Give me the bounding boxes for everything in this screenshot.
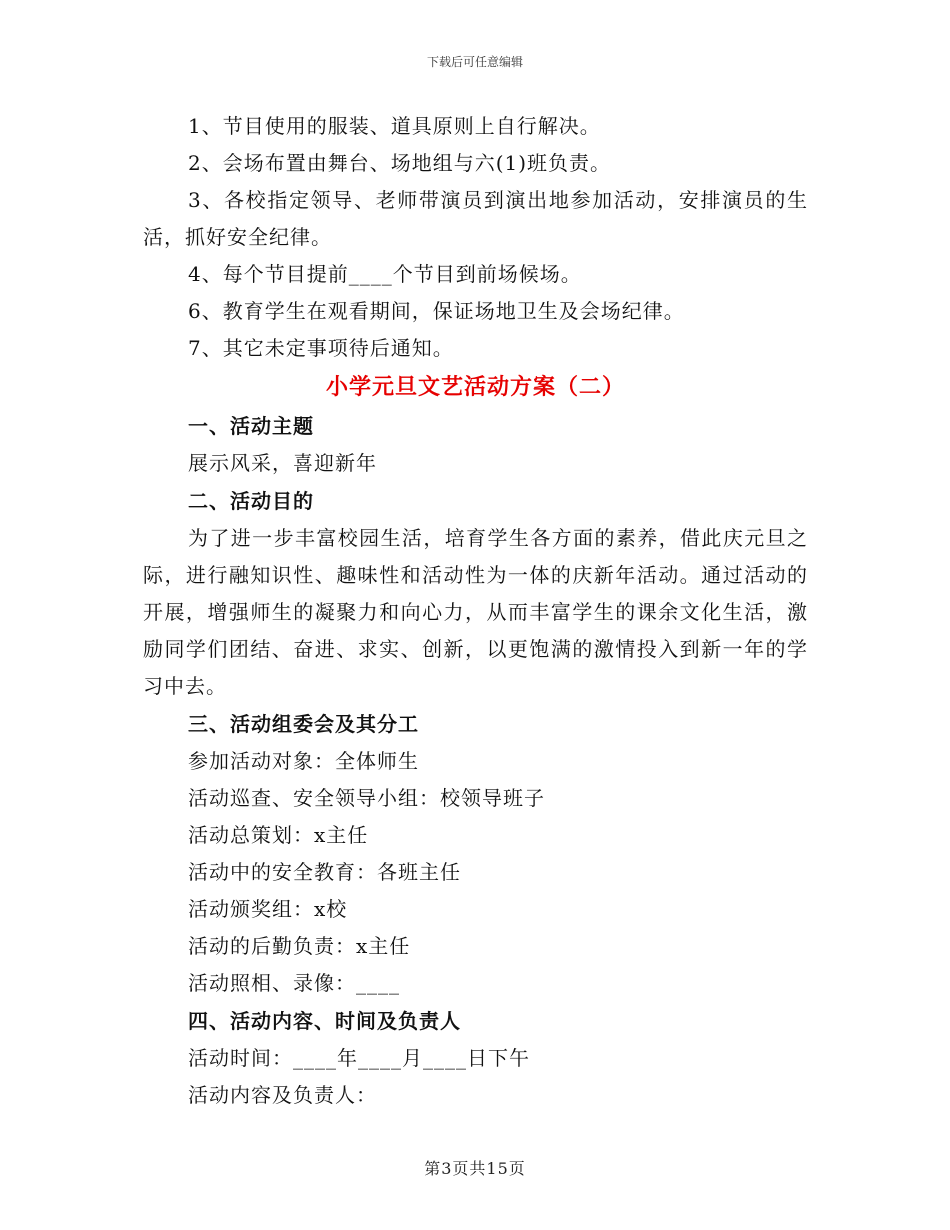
note-item-3: 3、各校指定领导、老师带演员到演出地参加活动，安排演员的生活，抓好安全纪律。 bbox=[143, 188, 808, 249]
section-text-purpose: 为了进一步丰富校园生活，培育学生各方面的素养，借此庆元旦之际，进行融知识性、趣味性和活动性为一体的庆新年活动。通过活动的开展，增强师生的凝聚力和向心力，从而丰富学生的课余文化生活，激励同学们团结、奋进、求实、创新，以更饱满的激情投入到新一年的学习中去。 bbox=[143, 526, 808, 698]
page-footer: 第3页共15页 bbox=[424, 1159, 526, 1178]
note-item-4: 4、每个节目提前____个节目到前场候场。 bbox=[188, 262, 582, 286]
committee-item: 活动中的安全教育：各班主任 bbox=[188, 860, 461, 884]
committee-item: 活动巡查、安全领导小组：校领导班子 bbox=[188, 786, 545, 810]
committee-item: 活动颁奖组：x校 bbox=[188, 897, 348, 921]
document-title: 小学元旦文艺活动方案（二） bbox=[325, 374, 625, 400]
document-body bbox=[143, 108, 808, 1114]
section-heading-purpose: 二、活动目的 bbox=[188, 489, 314, 513]
section-text-theme: 展示风采，喜迎新年 bbox=[188, 451, 377, 475]
content-item: 活动时间：____年____月____日下午 bbox=[188, 1046, 530, 1070]
note-item-6: 6、教育学生在观看期间，保证场地卫生及会场纪律。 bbox=[188, 299, 685, 323]
section-heading-committee: 三、活动组委会及其分工 bbox=[188, 712, 419, 736]
note-item-2: 2、会场布置由舞台、场地组与六(1)班负责。 bbox=[188, 151, 612, 175]
section-heading-content: 四、活动内容、时间及负责人 bbox=[188, 1009, 461, 1033]
note-item-1: 1、节目使用的服装、道具原则上自行解决。 bbox=[188, 114, 601, 138]
committee-item: 参加活动对象：全体师生 bbox=[188, 749, 419, 773]
page-header: 下载后可任意编辑 bbox=[426, 55, 523, 69]
committee-item: 活动总策划：x主任 bbox=[188, 823, 369, 847]
committee-item: 活动照相、录像：____ bbox=[188, 971, 400, 995]
content-item: 活动内容及负责人： bbox=[188, 1083, 377, 1107]
committee-item: 活动的后勤负责：x主任 bbox=[188, 934, 411, 958]
section-heading-theme: 一、活动主题 bbox=[188, 414, 314, 438]
note-item-7: 7、其它未定事项待后通知。 bbox=[188, 336, 454, 360]
